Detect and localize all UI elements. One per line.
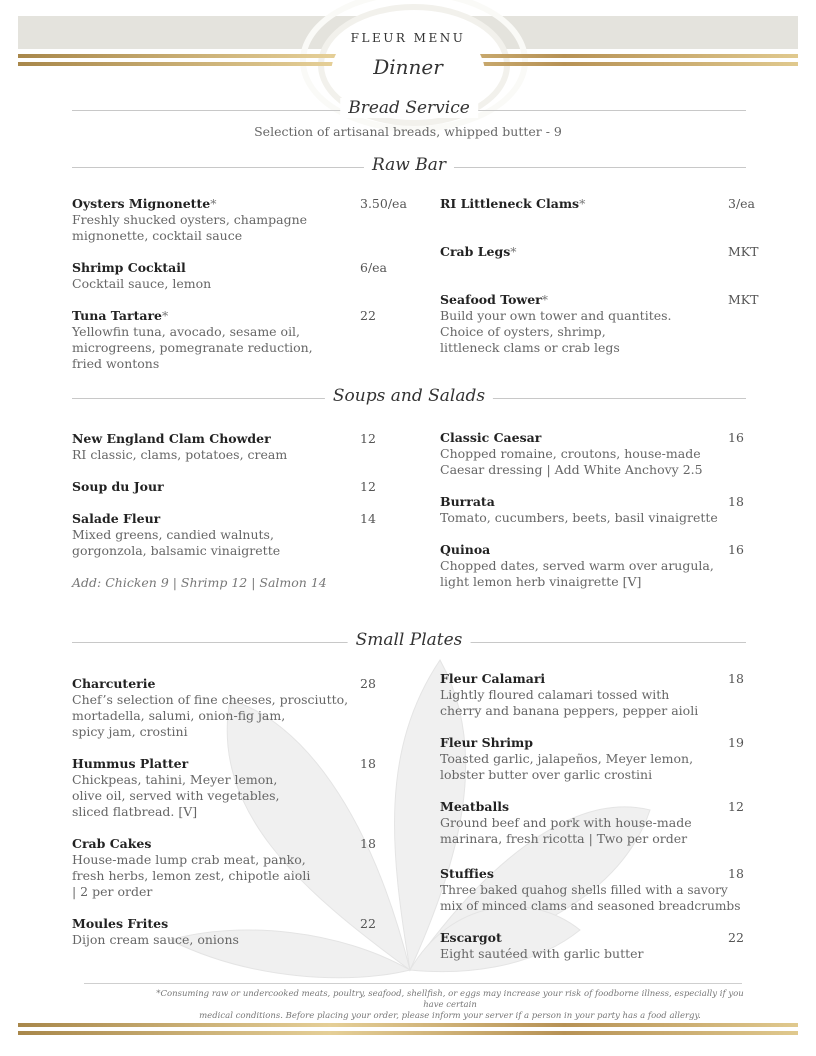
item-name: Moules Frites: [72, 916, 169, 931]
item-desc: RI classic, clams, potatoes, cream: [72, 447, 288, 462]
menu-title: Dinner: [373, 55, 443, 79]
item-name: Soup du Jour: [72, 479, 164, 494]
menu-item: [72, 431, 412, 463]
item-name: RI Littleneck Clams: [440, 196, 580, 211]
salad-addons: Add: Chicken 9 | Shrimp 12 | Salmon 14: [72, 575, 327, 590]
menu-item: [72, 756, 412, 820]
item-name: Tuna Tartare: [72, 308, 162, 323]
menu-item: [440, 494, 780, 526]
item-name: Shrimp Cocktail: [72, 260, 186, 275]
bread-service-text: Selection of artisanal breads, whipped butter - 9: [254, 124, 562, 139]
item-price: 18: [728, 866, 744, 881]
menu-item: [440, 542, 780, 590]
item-price: 22: [360, 308, 376, 323]
menu-item: Tuna Tartare* 22 Yellowfin tuna, avocado, sesame oil, microgreens, pomegranate reduction, fried wontons: [72, 308, 412, 372]
item-desc: Cocktail sauce, lemon: [72, 276, 212, 291]
menu-item: [440, 735, 780, 783]
item-desc: Tomato, cucumbers, beets, basil vinaigrette: [440, 510, 718, 525]
section-small-plates: [72, 630, 746, 654]
item-name: Seafood Tower: [440, 292, 542, 307]
item-desc: Chopped dates, served warm over arugula, light lemon herb vinaigrette [V]: [440, 558, 714, 589]
item-price: 12: [728, 799, 744, 814]
item-desc: Chickpeas, tahini, Meyer lemon, olive oil, served with vegetables, sliced flatbread. [V]: [72, 772, 280, 819]
menu-item: [72, 479, 412, 495]
item-price: 18: [728, 671, 744, 686]
item-name: Fleur Shrimp: [440, 735, 534, 750]
item-price: 28: [360, 676, 376, 691]
item-name: Hummus Platter: [72, 756, 189, 771]
item-price: 18: [360, 836, 376, 851]
item-desc: Chef’s selection of fine cheeses, prosciutto, mortadella, salumi, onion-fig jam, spicy jam, crostini: [72, 692, 349, 739]
section-soups-salads: [72, 386, 746, 410]
item-desc: Eight sautéed with garlic butter: [440, 946, 644, 961]
item-name: Crab Legs: [440, 244, 511, 259]
item-desc: Build your own tower and quantites. Choice of oysters, shrimp, littleneck clams or crab legs: [440, 308, 672, 355]
menu-item: Seafood Tower* MKT Build your own tower and quantites. Choice of oysters, shrimp, littleneck clams or crab legs: [440, 292, 780, 356]
section-title: Small Plates: [348, 630, 471, 650]
menu-item: [440, 799, 780, 847]
item-price: 16: [728, 430, 744, 445]
menu-item: Crab Legs* MKT: [440, 244, 759, 259]
footer-gold-rule-top: [18, 1023, 798, 1027]
item-price: 18: [360, 756, 376, 771]
section-title: Bread Service: [340, 98, 478, 118]
footer-divider: [84, 983, 742, 984]
item-price: MKT: [728, 292, 759, 307]
footer-gold-rule-bottom: [18, 1031, 798, 1035]
item-name: Fleur Calamari: [440, 671, 546, 686]
item-price: 16: [728, 542, 744, 557]
section-title: Soups and Salads: [325, 386, 493, 406]
menu-item: [72, 260, 412, 292]
menu-item: [440, 930, 780, 962]
item-price: 19: [728, 735, 744, 750]
item-name: Meatballs: [440, 799, 510, 814]
item-name: Charcuterie: [72, 676, 156, 691]
menu-item: [440, 671, 780, 719]
allergy-disclaimer: *Consuming raw or undercooked meats, poultry, seafood, shellfish, or eggs may increase your risk of foodborne illness, especially if you have certain medical conditions. Before placing your order, please inform your server if a person in your party has a food allergy.: [156, 989, 744, 1021]
menu-item: [440, 866, 750, 914]
item-name: Classic Caesar: [440, 430, 542, 445]
menu-brand: FLEUR MENU: [350, 31, 466, 45]
item-desc: Freshly shucked oysters, champagne mignonette, cocktail sauce: [72, 212, 308, 243]
item-desc: Three baked quahog shells filled with a savory mix of minced clams and seasoned breadcrumbs: [440, 883, 741, 913]
item-name: Oysters Mignonette: [72, 196, 211, 211]
menu-item: [72, 511, 412, 559]
item-price: 22: [728, 930, 744, 945]
item-price: 3/ea: [728, 196, 756, 211]
item-desc: Mixed greens, candied walnuts, gorgonzola, balsamic vinaigrette: [72, 527, 281, 558]
item-desc: Chopped romaine, croutons, house-made Caesar dressing | Add White Anchovy 2.5: [440, 446, 703, 477]
menu-item: RI Littleneck Clams* 3/ea: [440, 196, 756, 211]
item-price: 14: [360, 511, 376, 526]
item-price: 12: [360, 431, 376, 446]
item-desc: Ground beef and pork with house-made marinara, fresh ricotta | Two per order: [440, 815, 692, 846]
item-price: 18: [728, 494, 744, 509]
menu-item: Oysters Mignonette* 3.50/ea Freshly shucked oysters, champagne mignonette, cocktail sauce: [72, 196, 412, 244]
item-price: 3.50/ea: [360, 196, 407, 211]
menu-item: [72, 836, 412, 900]
section-raw-bar: [72, 155, 746, 179]
item-desc: Yellowfin tuna, avocado, sesame oil, microgreens, pomegranate reduction, fried wontons: [72, 324, 313, 371]
menu-item: [72, 916, 412, 948]
menu-item: [440, 430, 780, 478]
item-desc: House-made lump crab meat, panko, fresh herbs, lemon zest, chipotle aioli | 2 per order: [72, 852, 311, 899]
item-desc: Lightly floured calamari tossed with cherry and banana peppers, pepper aioli: [440, 687, 699, 718]
item-name: Quinoa: [440, 542, 491, 557]
item-name: Stuffies: [440, 866, 494, 881]
item-desc: Dijon cream sauce, onions: [72, 932, 239, 947]
item-price: MKT: [728, 244, 759, 259]
menu-item: [72, 676, 412, 740]
section-bread-service: [72, 98, 746, 122]
item-name: Salade Fleur: [72, 511, 161, 526]
section-title: Raw Bar: [364, 155, 454, 175]
item-price: 22: [360, 916, 376, 931]
item-name: Burrata: [440, 494, 495, 509]
item-price: 6/ea: [360, 260, 388, 275]
item-name: Crab Cakes: [72, 836, 152, 851]
item-price: 12: [360, 479, 376, 494]
item-name: Escargot: [440, 930, 502, 945]
item-name: New England Clam Chowder: [72, 431, 271, 446]
item-desc: Toasted garlic, jalapeños, Meyer lemon, lobster butter over garlic crostini: [440, 751, 694, 782]
